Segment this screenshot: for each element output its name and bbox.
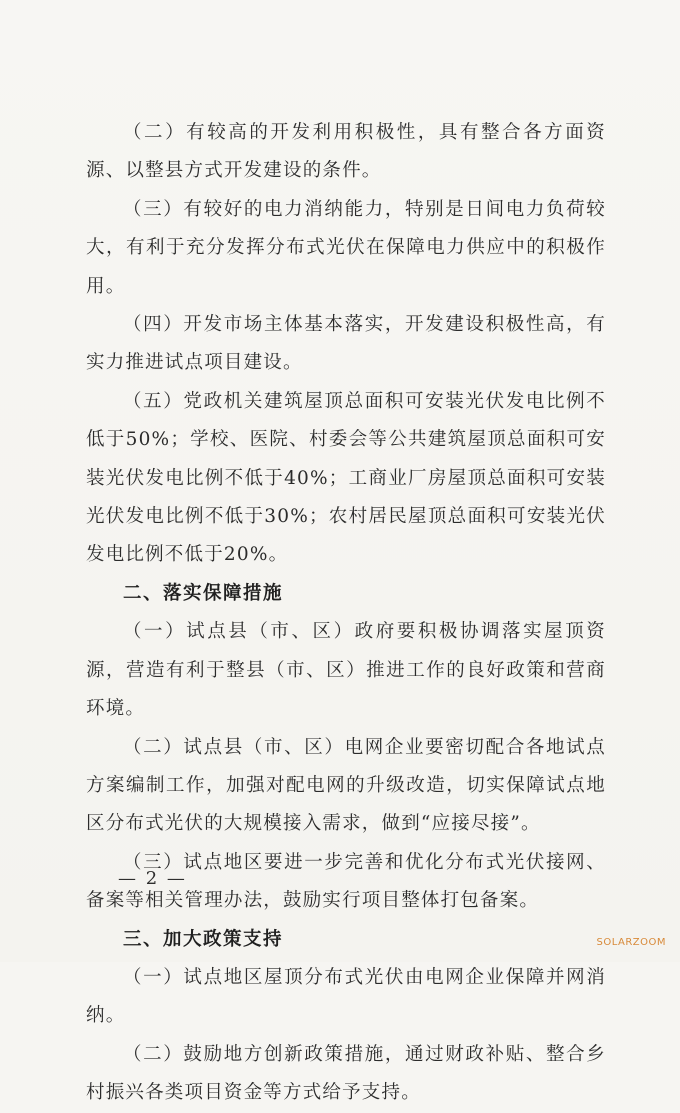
paragraph-criteria-4: （四）开发市场主体基本落实，开发建设积极性高，有实力推进试点项目建设。	[86, 314, 606, 374]
page-number: — 2 —	[118, 868, 187, 889]
watermark-logo: SOLARZOOM	[596, 937, 666, 948]
paragraph-criteria-5: （五）党政机关建筑屋顶总面积可安装光伏发电比例不低于50%；学校、医院、村委会等公共建筑屋顶总面积可安装光伏发电比例不低于40%；工商业厂房屋顶总面积可安装光伏发电比例不低于30%；农村居民屋顶总面积可安装光伏发电比例不低于20%。	[86, 390, 606, 566]
paragraph-measure-2: （二）试点县（市、区）电网企业要密切配合各地试点方案编制工作，加强对配电网的升级改造，切实保障试点地区分布式光伏的大规模接入需求，做到“应接尽接”。	[86, 736, 606, 835]
section-heading-3: 三、加大政策支持	[123, 928, 284, 950]
paragraph-policy-2: （二）鼓励地方创新政策措施，通过财政补贴、整合乡村振兴各类项目资金等方式给予支持。	[86, 1043, 606, 1104]
section-heading-2: 二、落实保障措施	[123, 582, 284, 604]
paragraph-measure-3: （三）试点地区要进一步完善和优化分布式光伏接网、备案等相关管理办法，鼓励实行项目整体打包备案。	[86, 851, 606, 912]
document-body	[86, 114, 606, 1113]
paragraph-criteria-2: （二）有较高的开发利用积极性，具有整合各方面资源、以整县方式开发建设的条件。	[86, 122, 606, 182]
paragraph-criteria-3: （三）有较好的电力消纳能力，特别是日间电力负荷较大，有利于充分发挥分布式光伏在保障电力供应中的积极作用。	[86, 198, 606, 297]
paragraph-policy-1: （一）试点地区屋顶分布式光伏由电网企业保障并网消纳。	[86, 966, 606, 1027]
paragraph-measure-1: （一）试点县（市、区）政府要积极协调落实屋顶资源，营造有利于整县（市、区）推进工作的良好政策和营商环境。	[86, 621, 606, 720]
